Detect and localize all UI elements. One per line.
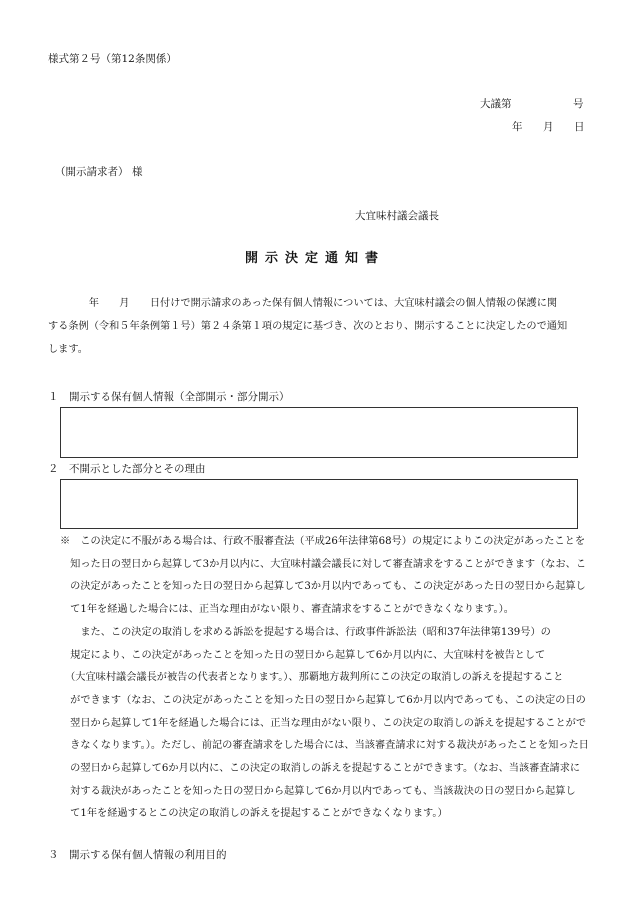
notice-line: ができます（なお、この決定があったことを知った日の翌日から起算して6か月以内であっても、この決定の日の	[60, 694, 586, 706]
notice-line: て1年を経過した場合には、正当な理由がない限り、審査請求をすることができなくなります。）。	[60, 604, 514, 616]
section-1-heading: １ 開示する保有個人情報（全部開示・部分開示）	[48, 391, 290, 403]
notice-line: また、この決定の取消しを求める訴訟を提起する場合は、行政事件訴訟法（昭和37年法律第139号）の	[60, 626, 551, 638]
section-3-heading: ３ 開示する保有個人情報の利用目的	[48, 849, 227, 861]
date-day: 日	[574, 121, 585, 133]
section-1-entry-box	[60, 407, 578, 458]
notice-line: きなくなります。）。ただし、前記の審査請求をした場合には、当該審査請求に対する裁決があったことを知った日	[60, 740, 589, 752]
notice-line: 翌日から起算して1年を経過した場合には、正当な理由がない限り、この決定の取消しの訴えを提起することがで	[60, 717, 587, 729]
notice-line: て1年を経過するとこの決定の取消しの訴えを提起することができなくなります。）	[60, 808, 448, 820]
document-number-suffix: 号	[573, 98, 584, 110]
notice-line: （大宜味村議会議長が被告の代表者となります。）、那覇地方裁判所にこの決定の取消しの訴えを提起すること	[60, 672, 564, 684]
document-title: 開示決定通知書	[244, 251, 385, 266]
notice-line: ※ この決定に不服がある場合は、行政不服審査法（平成26年法律第68号）の規定によりこの決定があったことを	[60, 536, 586, 547]
recipient-label: （開示請求者）	[55, 166, 129, 178]
section-2-heading: ２ 不開示とした部分とその理由	[48, 463, 206, 475]
body-paragraph	[48, 292, 588, 361]
body-line: する条例（令和５年条例第１号）第２４条第１項の規定に基づき、次のとおり、開示することに決定したので通知	[48, 321, 568, 332]
notice-line: 規定により、この決定があったことを知った日の翌日から起算して6か月以内に、大宜味村を被告として	[60, 649, 546, 661]
date-year: 年	[512, 121, 523, 133]
body-line: 年 月 日付けで開示請求のあった保有個人情報については、大宜味村議会の個人情報の保護に関	[48, 298, 558, 309]
notice-line: の決定があったことを知った日の翌日から起算して3か月以内であっても、この決定があった日の翌日から起算し	[60, 581, 586, 593]
section-2-entry-box	[60, 479, 578, 529]
body-line: します。	[48, 344, 88, 355]
notice-line: 知った日の翌日から起算して3か月以内に、大宜味村議会議長に対して審査請求をすることができます（なお、こ	[60, 558, 587, 570]
appeal-notice	[60, 531, 595, 826]
recipient-honorific: 様	[132, 166, 143, 178]
notice-line: の翌日から起算して6か月以内に、この決定の取消しの訴えを提起することができます。（なお、当該審査請求に	[60, 763, 581, 775]
document-number-label: 大議第	[480, 98, 512, 110]
form-number: 様式第２号（第12条関係）	[48, 53, 177, 65]
notice-line: 対する裁決があったことを知った日の翌日から起算して6か月以内であっても、当該裁決の日の翌日から起算し	[60, 785, 576, 797]
sender-name: 大宜味村議会議長	[355, 210, 439, 222]
date-month: 月	[543, 121, 554, 133]
